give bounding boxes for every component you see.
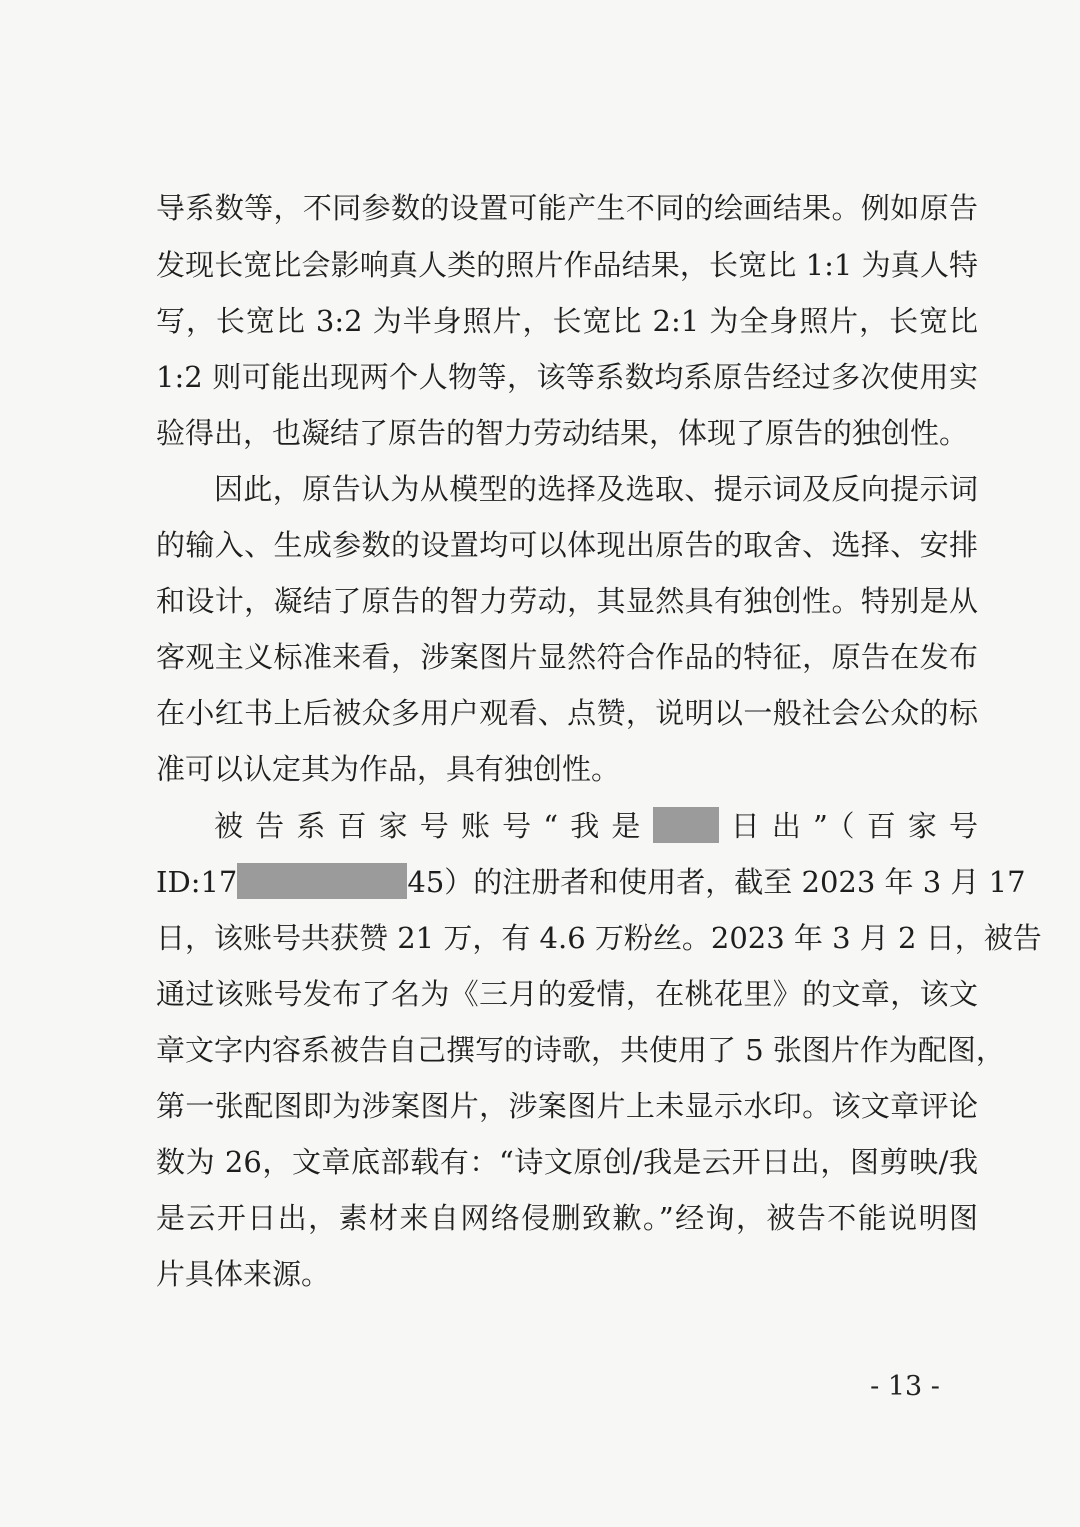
text-line: 片具体来源。 — [156, 1257, 331, 1291]
text-segment: 日出”（百家号 — [718, 809, 979, 843]
text-line: 章文字内容系被告自己撰写的诗歌，共使用了 5 张图片作为配图， — [156, 1033, 1005, 1067]
text-line: 发现长宽比会影响真人类的照片作品结果，长宽比 1:1 为真人特 — [156, 248, 978, 282]
text-line: 导系数等，不同参数的设置可能产生不同的绘画结果。例如原告 — [156, 191, 978, 225]
text-segment: ID:17 — [156, 865, 238, 899]
text-line: 是云开日出，素材来自网络侵删致歉。”经询，被告不能说明图 — [156, 1201, 978, 1235]
text-line: 客观主义标准来看，涉案图片显然符合作品的特征，原告在发布 — [156, 640, 978, 674]
text-line: 写，长宽比 3:2 为半身照片，长宽比 2:1 为全身照片，长宽比 — [156, 304, 978, 338]
text-line — [156, 854, 1026, 910]
text-line: 因此，原告认为从模型的选择及选取、提示词及反向提示词 — [214, 472, 978, 506]
text-line: 日，该账号共获赞 21 万，有 4.6 万粉丝。2023 年 3 月 2 日，被告 — [156, 921, 1042, 955]
text-segment: 被告系百家号账号“我是 — [214, 809, 653, 843]
text-line: 验得出，也凝结了原告的智力劳动结果，体现了原告的独创性。 — [156, 416, 969, 450]
text-line: 第一张配图即为涉案图片，涉案图片上未显示水印。该文章评论 — [156, 1089, 978, 1123]
text-line: 在小红书上后被众多用户观看、点赞，说明以一般社会公众的标 — [156, 696, 978, 730]
text-line: 数为 26，文章底部载有：“诗文原创/我是云开日出，图剪映/我 — [156, 1145, 978, 1179]
text-line: 准可以认定其为作品，具有独创性。 — [156, 752, 621, 786]
text-line: 通过该账号发布了名为《三月的爱情，在桃花里》的文章，该文 — [156, 977, 978, 1011]
text-line: 的输入、生成参数的设置均可以体现出原告的取舍、选择、安排 — [156, 528, 978, 562]
text-line — [214, 798, 978, 854]
page-number: - 13 - — [870, 1371, 940, 1402]
text-line: 1:2 则可能出现两个人物等，该等系数均系原告经过多次使用实 — [156, 360, 978, 394]
redaction-box — [653, 807, 719, 843]
text-segment: 45）的注册者和使用者，截至 2023 年 3 月 17 — [407, 865, 1026, 899]
redaction-box — [237, 863, 407, 899]
text-line: 和设计，凝结了原告的智力劳动，其显然具有独创性。特别是从 — [156, 584, 978, 618]
